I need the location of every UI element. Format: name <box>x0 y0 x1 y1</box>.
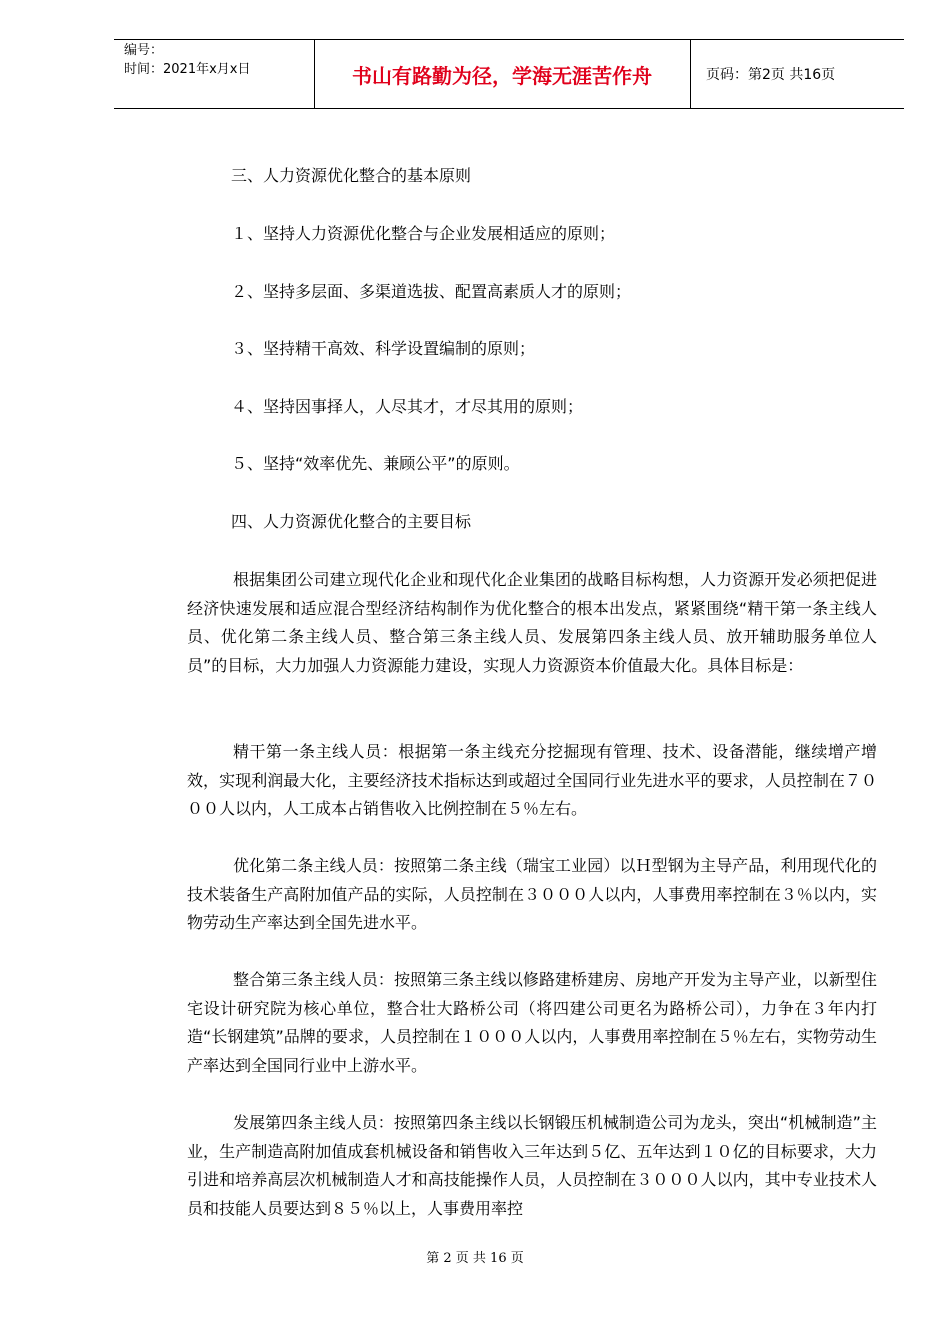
principle-item: ４、坚持因事择人，人尽其才，才尽其用的原则； <box>231 397 584 416</box>
time-label: 时间：2021年x月x日 <box>124 62 251 77</box>
header-page-cell <box>698 40 904 108</box>
motto-text: 书山有路勤为径，学海无涯苦作舟 <box>352 63 652 88</box>
body-paragraph: 优化第二条主线人员：按照第二条主线（瑞宝工业园）以Ｈ型钢为主导产品，利用现代化的技术装备生产高附加值产品的实际，人员控制在３０００人以内，人事费用率控制在３％以内，实物劳动生产率达到全国先进水平。 <box>187 856 877 932</box>
page-label: 页码：第2页 共16页 <box>706 67 836 83</box>
header-motto-cell <box>316 40 688 108</box>
principle-item: ５、坚持“效率优先、兼顾公平”的原则。 <box>231 454 520 473</box>
body-paragraph: 精干第一条主线人员：根据第一条主线充分挖掘现有管理、技术、设备潜能，继续增产增效，实现利润最大化，主要经济技术指标达到或超过全国同行业先进水平的要求，人员控制在７０００人以内，人工成本占销售收入比例控制在５％左右。 <box>187 742 877 818</box>
principle-item: ２、坚持多层面、多渠道选拔、配置高素质人才的原则； <box>231 282 632 301</box>
body-paragraph: 发展第四条主线人员：按照第四条主线以长钢锻压机械制造公司为龙头，突出“机械制造”主业，生产制造高附加值成套机械设备和销售收入三年达到５亿、五年达到１０亿的目标要求，大力引进和培养高层次机械制造人才和高技能操作人员，人员控制在３０００人以内，其中专业技术人员和技能人员要达到８５％以上，人事费用率控 <box>187 1113 877 1218</box>
principle-item: １、坚持人力资源优化整合与企业发展相适应的原则； <box>231 224 616 243</box>
body-paragraph: 整合第三条主线人员：按照第三条主线以修路建桥建房、房地产开发为主导产业，以新型住宅设计研究院为核心单位，整合壮大路桥公司（将四建公司更名为路桥公司），力争在３年内打造“长钢建筑”品牌的要求，人员控制在１０００人以内，人事费用率控制在５％左右，实物劳动生产率达到全国同行业中上游水平。 <box>187 970 877 1075</box>
header-meta-cell <box>114 40 314 108</box>
number-label: 编号： <box>124 43 164 58</box>
header-divider <box>690 40 691 108</box>
section-heading: 三、人力资源优化整合的基本原则 <box>231 166 472 185</box>
principle-item: ３、坚持精干高效、科学设置编制的原则； <box>231 339 536 358</box>
section-heading: 四、人力资源优化整合的主要目标 <box>231 512 472 531</box>
header-divider <box>314 40 315 108</box>
page-footer: 第 2 页 共 16 页 <box>426 1251 524 1266</box>
document-header <box>114 39 904 109</box>
body-paragraph: 根据集团公司建立现代化企业和现代化企业集团的战略目标构想，人力资源开发必须把促进经济快速发展和适应混合型经济结构制作为优化整合的根本出发点，紧紧围绕“精干第一条主线人员、优化第二条主线人员、整合第三条主线人员、发展第四条主线人员、放开辅助服务单位人员”的目标，大力加强人力资源能力建设，实现人力资源资本价值最大化。具体目标是： <box>187 570 877 675</box>
